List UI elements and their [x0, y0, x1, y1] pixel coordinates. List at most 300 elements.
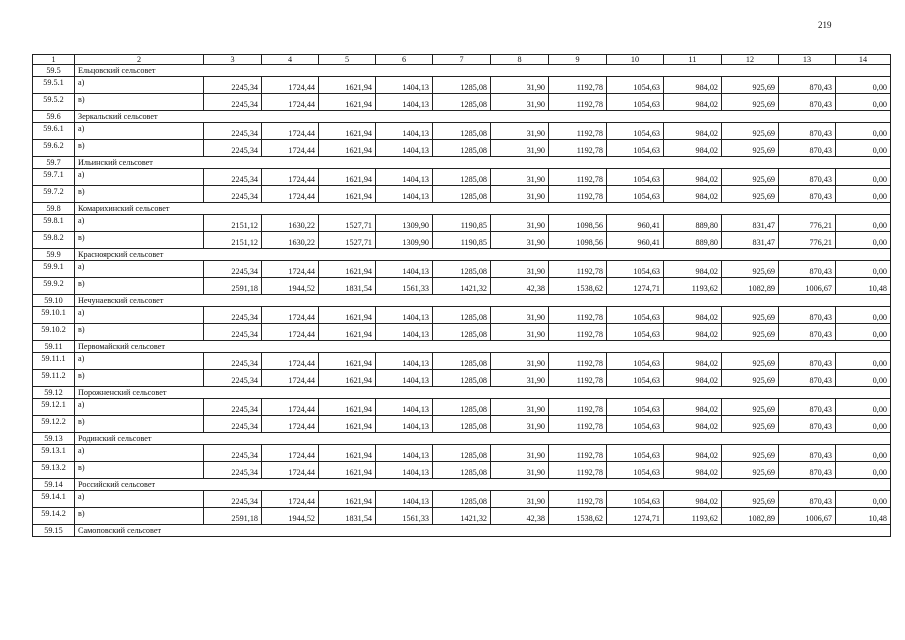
- section-row: [33, 433, 891, 445]
- value-cell: 831,47: [722, 215, 779, 232]
- section-row: [33, 203, 891, 215]
- value-cell: 1192,78: [549, 94, 607, 111]
- value-cell: 1285,08: [433, 416, 491, 433]
- value-cell: 0,00: [836, 186, 891, 203]
- value-cell: 1054,63: [607, 94, 664, 111]
- row-letter: в): [75, 324, 204, 341]
- value-cell: 31,90: [491, 491, 549, 508]
- value-cell: 0,00: [836, 140, 891, 157]
- value-cell: 1285,08: [433, 462, 491, 479]
- row-code: 59.10.2: [33, 324, 75, 341]
- value-cell: 984,02: [664, 491, 722, 508]
- row-code: 59.7.1: [33, 169, 75, 186]
- section-name: Порожненский сельсовет: [75, 387, 891, 399]
- value-cell: 1285,08: [433, 94, 491, 111]
- value-cell: 1192,78: [549, 77, 607, 94]
- table-row: [33, 94, 891, 111]
- row-code: 59.12.2: [33, 416, 75, 433]
- table-row: [33, 307, 891, 324]
- value-cell: 1054,63: [607, 370, 664, 387]
- table-row: [33, 399, 891, 416]
- value-cell: 1724,44: [262, 261, 319, 278]
- tariff-table: [32, 54, 891, 537]
- row-letter: в): [75, 94, 204, 111]
- value-cell: 1192,78: [549, 186, 607, 203]
- value-cell: 984,02: [664, 307, 722, 324]
- value-cell: 925,69: [722, 77, 779, 94]
- value-cell: 870,43: [779, 324, 836, 341]
- section-name: Родинский сельсовет: [75, 433, 891, 445]
- row-code: 59.13.2: [33, 462, 75, 479]
- row-code: 59.10.1: [33, 307, 75, 324]
- value-cell: 1621,94: [319, 94, 376, 111]
- value-cell: 1724,44: [262, 123, 319, 140]
- section-name: Ильинский сельсовет: [75, 157, 891, 169]
- value-cell: 870,43: [779, 445, 836, 462]
- value-cell: 1192,78: [549, 169, 607, 186]
- column-header: 8: [491, 55, 549, 65]
- page-number: 219: [818, 20, 832, 30]
- value-cell: 1404,13: [376, 140, 433, 157]
- value-cell: 1285,08: [433, 169, 491, 186]
- value-cell: 2245,34: [204, 307, 262, 324]
- value-cell: 925,69: [722, 123, 779, 140]
- table-row: [33, 169, 891, 186]
- value-cell: 2245,34: [204, 416, 262, 433]
- value-cell: 776,21: [779, 215, 836, 232]
- section-code: 59.6: [33, 111, 75, 123]
- value-cell: 1561,33: [376, 508, 433, 525]
- value-cell: 1192,78: [549, 123, 607, 140]
- section-row: [33, 387, 891, 399]
- value-cell: 1190,85: [433, 215, 491, 232]
- row-code: 59.8.2: [33, 232, 75, 249]
- value-cell: 984,02: [664, 261, 722, 278]
- value-cell: 0,00: [836, 462, 891, 479]
- value-cell: 1285,08: [433, 186, 491, 203]
- value-cell: 1621,94: [319, 169, 376, 186]
- value-cell: 2151,12: [204, 215, 262, 232]
- value-cell: 2245,34: [204, 77, 262, 94]
- value-cell: 1621,94: [319, 123, 376, 140]
- value-cell: 2591,18: [204, 278, 262, 295]
- value-cell: 0,00: [836, 445, 891, 462]
- value-cell: 1538,62: [549, 508, 607, 525]
- value-cell: 1404,13: [376, 94, 433, 111]
- value-cell: 31,90: [491, 370, 549, 387]
- value-cell: 925,69: [722, 399, 779, 416]
- value-cell: 1724,44: [262, 462, 319, 479]
- row-code: 59.5.1: [33, 77, 75, 94]
- value-cell: 1192,78: [549, 307, 607, 324]
- value-cell: 31,90: [491, 462, 549, 479]
- value-cell: 870,43: [779, 169, 836, 186]
- section-code: 59.10: [33, 295, 75, 307]
- value-cell: 1724,44: [262, 416, 319, 433]
- column-header: 5: [319, 55, 376, 65]
- column-header: 12: [722, 55, 779, 65]
- row-letter: в): [75, 232, 204, 249]
- value-cell: 1831,54: [319, 278, 376, 295]
- value-cell: 1621,94: [319, 140, 376, 157]
- value-cell: 1724,44: [262, 399, 319, 416]
- value-cell: 925,69: [722, 94, 779, 111]
- value-cell: 1192,78: [549, 353, 607, 370]
- value-cell: 31,90: [491, 94, 549, 111]
- value-cell: 925,69: [722, 491, 779, 508]
- value-cell: 10,48: [836, 508, 891, 525]
- value-cell: 1285,08: [433, 140, 491, 157]
- value-cell: 984,02: [664, 169, 722, 186]
- value-cell: 925,69: [722, 169, 779, 186]
- value-cell: 1630,22: [262, 232, 319, 249]
- value-cell: 1192,78: [549, 462, 607, 479]
- value-cell: 984,02: [664, 186, 722, 203]
- value-cell: 1621,94: [319, 399, 376, 416]
- value-cell: 1054,63: [607, 491, 664, 508]
- row-letter: в): [75, 416, 204, 433]
- value-cell: 984,02: [664, 462, 722, 479]
- column-header: 2: [75, 55, 204, 65]
- value-cell: 1944,52: [262, 508, 319, 525]
- value-cell: 1054,63: [607, 353, 664, 370]
- value-cell: 31,90: [491, 232, 549, 249]
- value-cell: 870,43: [779, 399, 836, 416]
- table-row: [33, 123, 891, 140]
- row-code: 59.9.1: [33, 261, 75, 278]
- value-cell: 1621,94: [319, 77, 376, 94]
- value-cell: 1082,89: [722, 508, 779, 525]
- value-cell: 1527,71: [319, 232, 376, 249]
- table-body: [33, 55, 891, 537]
- value-cell: 2245,34: [204, 445, 262, 462]
- row-code: 59.8.1: [33, 215, 75, 232]
- value-cell: 1285,08: [433, 370, 491, 387]
- section-row: [33, 249, 891, 261]
- value-cell: 925,69: [722, 261, 779, 278]
- section-name: Российский сельсовет: [75, 479, 891, 491]
- row-letter: а): [75, 307, 204, 324]
- value-cell: 984,02: [664, 353, 722, 370]
- value-cell: 10,48: [836, 278, 891, 295]
- value-cell: 1527,71: [319, 215, 376, 232]
- value-cell: 1054,63: [607, 169, 664, 186]
- row-letter: в): [75, 186, 204, 203]
- value-cell: 31,90: [491, 324, 549, 341]
- column-header: 6: [376, 55, 433, 65]
- row-code: 59.6.2: [33, 140, 75, 157]
- value-cell: 870,43: [779, 370, 836, 387]
- value-cell: 1724,44: [262, 140, 319, 157]
- value-cell: 1621,94: [319, 261, 376, 278]
- value-cell: 1404,13: [376, 186, 433, 203]
- value-cell: 2245,34: [204, 140, 262, 157]
- section-name: Комарихинский сельсовет: [75, 203, 891, 215]
- value-cell: 1054,63: [607, 140, 664, 157]
- value-cell: 31,90: [491, 261, 549, 278]
- table-row: [33, 462, 891, 479]
- value-cell: 870,43: [779, 186, 836, 203]
- value-cell: 1054,63: [607, 77, 664, 94]
- value-cell: 960,41: [607, 215, 664, 232]
- value-cell: 870,43: [779, 261, 836, 278]
- value-cell: 1192,78: [549, 399, 607, 416]
- value-cell: 31,90: [491, 399, 549, 416]
- row-code: 59.14.1: [33, 491, 75, 508]
- value-cell: 984,02: [664, 77, 722, 94]
- value-cell: 0,00: [836, 215, 891, 232]
- value-cell: 1944,52: [262, 278, 319, 295]
- value-cell: 1006,67: [779, 278, 836, 295]
- value-cell: 2245,34: [204, 94, 262, 111]
- value-cell: 2245,34: [204, 399, 262, 416]
- value-cell: 1404,13: [376, 416, 433, 433]
- value-cell: 870,43: [779, 353, 836, 370]
- value-cell: 831,47: [722, 232, 779, 249]
- value-cell: 984,02: [664, 416, 722, 433]
- row-code: 59.12.1: [33, 399, 75, 416]
- value-cell: 925,69: [722, 307, 779, 324]
- value-cell: 1421,32: [433, 278, 491, 295]
- value-cell: 1054,63: [607, 123, 664, 140]
- value-cell: 1404,13: [376, 462, 433, 479]
- value-cell: 1404,13: [376, 491, 433, 508]
- row-letter: в): [75, 462, 204, 479]
- value-cell: 0,00: [836, 353, 891, 370]
- row-code: 59.14.2: [33, 508, 75, 525]
- table-row: [33, 77, 891, 94]
- column-header: 13: [779, 55, 836, 65]
- value-cell: 1621,94: [319, 462, 376, 479]
- value-cell: 1421,32: [433, 508, 491, 525]
- value-cell: 870,43: [779, 140, 836, 157]
- column-header: 10: [607, 55, 664, 65]
- value-cell: 0,00: [836, 261, 891, 278]
- value-cell: 984,02: [664, 399, 722, 416]
- row-code: 59.11.1: [33, 353, 75, 370]
- value-cell: 31,90: [491, 77, 549, 94]
- value-cell: 0,00: [836, 123, 891, 140]
- value-cell: 1724,44: [262, 353, 319, 370]
- section-row: [33, 157, 891, 169]
- section-code: 59.13: [33, 433, 75, 445]
- value-cell: 1404,13: [376, 307, 433, 324]
- value-cell: 870,43: [779, 462, 836, 479]
- value-cell: 1193,62: [664, 508, 722, 525]
- column-header: 7: [433, 55, 491, 65]
- value-cell: 925,69: [722, 324, 779, 341]
- value-cell: 870,43: [779, 123, 836, 140]
- value-cell: 1192,78: [549, 140, 607, 157]
- value-cell: 1404,13: [376, 169, 433, 186]
- value-cell: 1192,78: [549, 324, 607, 341]
- value-cell: 1831,54: [319, 508, 376, 525]
- value-cell: 870,43: [779, 491, 836, 508]
- value-cell: 2245,34: [204, 261, 262, 278]
- value-cell: 960,41: [607, 232, 664, 249]
- value-cell: 1404,13: [376, 399, 433, 416]
- value-cell: 1724,44: [262, 77, 319, 94]
- value-cell: 1054,63: [607, 445, 664, 462]
- section-name: Первомайский сельсовет: [75, 341, 891, 353]
- value-cell: 1054,63: [607, 399, 664, 416]
- table-row: [33, 261, 891, 278]
- value-cell: 870,43: [779, 94, 836, 111]
- value-cell: 1082,89: [722, 278, 779, 295]
- table-row: [33, 215, 891, 232]
- section-name: Ельцовский сельсовет: [75, 65, 891, 77]
- value-cell: 925,69: [722, 462, 779, 479]
- value-cell: 1054,63: [607, 462, 664, 479]
- section-code: 59.5: [33, 65, 75, 77]
- value-cell: 1404,13: [376, 445, 433, 462]
- table-row: [33, 370, 891, 387]
- section-code: 59.11: [33, 341, 75, 353]
- section-row: [33, 65, 891, 77]
- value-cell: 1285,08: [433, 324, 491, 341]
- section-name: Самоповский сельсовет: [75, 525, 891, 537]
- table-row: [33, 508, 891, 525]
- row-code: 59.6.1: [33, 123, 75, 140]
- row-letter: а): [75, 215, 204, 232]
- value-cell: 1724,44: [262, 307, 319, 324]
- value-cell: 925,69: [722, 140, 779, 157]
- value-cell: 1621,94: [319, 324, 376, 341]
- value-cell: 1309,90: [376, 232, 433, 249]
- table-row: [33, 353, 891, 370]
- value-cell: 870,43: [779, 416, 836, 433]
- table-row: [33, 416, 891, 433]
- value-cell: 31,90: [491, 416, 549, 433]
- value-cell: 925,69: [722, 370, 779, 387]
- value-cell: 2245,34: [204, 370, 262, 387]
- value-cell: 2245,34: [204, 462, 262, 479]
- value-cell: 1724,44: [262, 491, 319, 508]
- value-cell: 31,90: [491, 123, 549, 140]
- row-letter: а): [75, 353, 204, 370]
- value-cell: 0,00: [836, 77, 891, 94]
- value-cell: 31,90: [491, 445, 549, 462]
- value-cell: 0,00: [836, 324, 891, 341]
- table-row: [33, 324, 891, 341]
- column-header: 1: [33, 55, 75, 65]
- value-cell: 2245,34: [204, 491, 262, 508]
- value-cell: 0,00: [836, 232, 891, 249]
- value-cell: 1285,08: [433, 399, 491, 416]
- section-code: 59.15: [33, 525, 75, 537]
- value-cell: 0,00: [836, 94, 891, 111]
- column-header: 4: [262, 55, 319, 65]
- value-cell: 1621,94: [319, 416, 376, 433]
- value-cell: 925,69: [722, 416, 779, 433]
- row-letter: в): [75, 370, 204, 387]
- section-name: Красноярский сельсовет: [75, 249, 891, 261]
- value-cell: 1404,13: [376, 370, 433, 387]
- value-cell: 870,43: [779, 77, 836, 94]
- value-cell: 0,00: [836, 399, 891, 416]
- value-cell: 1006,67: [779, 508, 836, 525]
- value-cell: 1621,94: [319, 491, 376, 508]
- section-row: [33, 525, 891, 537]
- row-letter: а): [75, 169, 204, 186]
- section-code: 59.8: [33, 203, 75, 215]
- value-cell: 0,00: [836, 169, 891, 186]
- value-cell: 1274,71: [607, 278, 664, 295]
- value-cell: 1192,78: [549, 261, 607, 278]
- value-cell: 870,43: [779, 307, 836, 324]
- row-letter: в): [75, 508, 204, 525]
- section-code: 59.9: [33, 249, 75, 261]
- value-cell: 1538,62: [549, 278, 607, 295]
- column-header: 9: [549, 55, 607, 65]
- value-cell: 1285,08: [433, 491, 491, 508]
- value-cell: 1724,44: [262, 370, 319, 387]
- table-row: [33, 140, 891, 157]
- value-cell: 1054,63: [607, 186, 664, 203]
- value-cell: 1561,33: [376, 278, 433, 295]
- value-cell: 925,69: [722, 445, 779, 462]
- value-cell: 1054,63: [607, 261, 664, 278]
- value-cell: 1274,71: [607, 508, 664, 525]
- value-cell: 42,38: [491, 278, 549, 295]
- value-cell: 984,02: [664, 94, 722, 111]
- value-cell: 1621,94: [319, 353, 376, 370]
- row-code: 59.11.2: [33, 370, 75, 387]
- value-cell: 1404,13: [376, 324, 433, 341]
- value-cell: 1193,62: [664, 278, 722, 295]
- value-cell: 1724,44: [262, 169, 319, 186]
- value-cell: 31,90: [491, 353, 549, 370]
- value-cell: 1054,63: [607, 416, 664, 433]
- value-cell: 1724,44: [262, 186, 319, 203]
- value-cell: 1621,94: [319, 307, 376, 324]
- value-cell: 1285,08: [433, 261, 491, 278]
- value-cell: 1309,90: [376, 215, 433, 232]
- value-cell: 31,90: [491, 307, 549, 324]
- row-letter: а): [75, 123, 204, 140]
- row-letter: в): [75, 140, 204, 157]
- value-cell: 1192,78: [549, 416, 607, 433]
- value-cell: 1621,94: [319, 370, 376, 387]
- table-row: [33, 232, 891, 249]
- row-letter: а): [75, 77, 204, 94]
- table-row: [33, 491, 891, 508]
- value-cell: 2245,34: [204, 169, 262, 186]
- value-cell: 1098,56: [549, 215, 607, 232]
- header-row: [33, 55, 891, 65]
- row-letter: в): [75, 278, 204, 295]
- value-cell: 1724,44: [262, 324, 319, 341]
- value-cell: 1192,78: [549, 370, 607, 387]
- value-cell: 1621,94: [319, 445, 376, 462]
- section-name: Зеркальский сельсовет: [75, 111, 891, 123]
- value-cell: 1404,13: [376, 77, 433, 94]
- value-cell: 984,02: [664, 140, 722, 157]
- value-cell: 776,21: [779, 232, 836, 249]
- value-cell: 1192,78: [549, 491, 607, 508]
- value-cell: 2245,34: [204, 353, 262, 370]
- value-cell: 31,90: [491, 215, 549, 232]
- value-cell: 1190,85: [433, 232, 491, 249]
- value-cell: 2245,34: [204, 123, 262, 140]
- value-cell: 1285,08: [433, 307, 491, 324]
- value-cell: 0,00: [836, 491, 891, 508]
- row-code: 59.13.1: [33, 445, 75, 462]
- value-cell: 984,02: [664, 324, 722, 341]
- value-cell: 2591,18: [204, 508, 262, 525]
- value-cell: 31,90: [491, 169, 549, 186]
- value-cell: 1724,44: [262, 445, 319, 462]
